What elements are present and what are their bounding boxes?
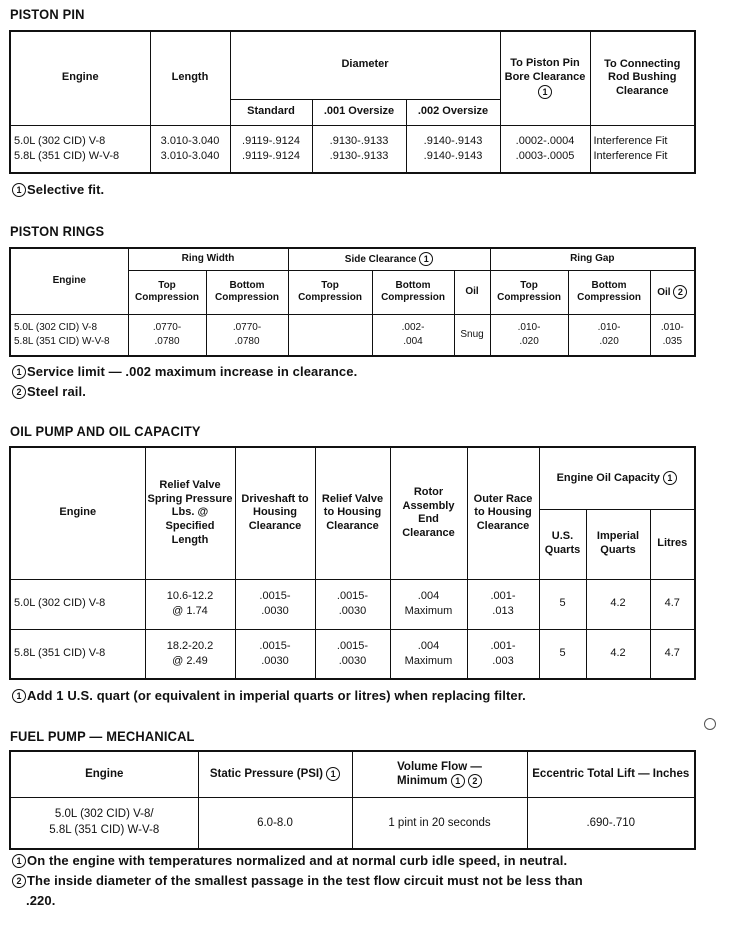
fp-header-lift: Eccentric Total Lift — Inches: [527, 751, 695, 797]
fp-header-flow: [352, 751, 527, 797]
pp-standard-2: .9119-.9124: [242, 149, 300, 162]
table-row: [10, 629, 695, 679]
pr-gap-oil-cell: [650, 314, 695, 356]
op-value-min: .0015-: [259, 590, 291, 603]
op-race-1: [467, 579, 539, 629]
pr-header-ring-gap: Ring Gap: [490, 248, 695, 270]
op-value-min: .001-: [490, 590, 516, 603]
op-value-min: .004: [417, 590, 440, 603]
note-number: 1: [12, 365, 26, 379]
op-spring-length: @ 2.49: [172, 654, 208, 667]
op-header-capacity: [539, 447, 695, 509]
pr-note-1: [12, 364, 357, 379]
pp-bore-clearance-label: To Piston Pin Bore Clearance: [504, 57, 586, 83]
pr-gap-oil-max: .035: [662, 335, 683, 347]
pp-rod-1: Interference Fit: [593, 134, 668, 147]
op-engine-2: 5.8L (351 CID) V-8: [10, 629, 145, 679]
note-ref-1: 1: [326, 767, 340, 781]
op-value-max: .0030: [261, 654, 289, 667]
op-spring-length: @ 1.74: [172, 605, 208, 617]
pp-engine-2: 5.8L (351 CID) W-V-8: [14, 149, 120, 162]
pr-header-side-bottom: Bottom Compression: [372, 270, 454, 314]
pr-width-bottom-cell: [206, 314, 288, 356]
pp-bore-1: .0002-.0004: [515, 134, 575, 147]
pp-engine-1: 5.0L (302 CID) V-8: [14, 134, 106, 147]
pp-o001-1: .9130-.9133: [329, 134, 389, 147]
pp-length-2: 3.010-3.040: [160, 149, 220, 162]
pp-header-bore-clearance: [500, 31, 590, 125]
op-value-min: .001-: [490, 639, 516, 652]
op-header-driveshaft: Driveshaft to Housing Clearance: [235, 447, 315, 579]
pr-header-ring-width: Ring Width: [128, 248, 288, 270]
op-note-1: [12, 688, 526, 703]
pr-width-top-cell: [128, 314, 206, 356]
op-value-min: .0015-: [336, 590, 369, 603]
note-ref-1: 1: [419, 252, 433, 266]
note-number: 2: [12, 385, 26, 399]
pp-length-1: 3.010-3.040: [160, 134, 220, 147]
pr-header-width-top: Top Compression: [128, 270, 206, 314]
pp-bore-2: .0003-.0005: [515, 149, 575, 162]
pr-gap-bottom-cell: [568, 314, 650, 356]
op-header-imp-quarts: Imperial Quarts: [586, 509, 650, 579]
pr-header-width-bottom: Bottom Compression: [206, 270, 288, 314]
pr-gap-top-cell: [490, 314, 568, 356]
note-number: 1: [12, 183, 26, 197]
piston-pin-table: [9, 30, 696, 174]
fuel-pump-title: FUEL PUMP — MECHANICAL: [10, 728, 195, 744]
op-litres-1: 4.7: [650, 579, 695, 629]
piston-rings-title: PISTON RINGS: [10, 223, 105, 239]
op-header-litres: Litres: [650, 509, 695, 579]
op-relief-2: [315, 629, 390, 679]
fp-note-2-cont: .220.: [26, 893, 56, 908]
pr-header-side-top: Top Compression: [288, 270, 372, 314]
pp-o002-1: .9140-.9143: [423, 134, 483, 147]
note-text: The inside diameter of the smallest passage in the test flow circuit must not be less than: [27, 873, 583, 888]
note-text: Steel rail.: [27, 384, 86, 399]
piston-pin-title: PISTON PIN: [10, 6, 85, 22]
pp-bore-cell: [500, 125, 590, 173]
pr-note-2: [12, 384, 86, 399]
note-ref-2: 2: [673, 285, 687, 299]
pr-header-gap-bottom: Bottom Compression: [568, 270, 650, 314]
pr-side-bottom-cell: [372, 314, 454, 356]
pr-side-bottom-max: .004: [403, 335, 423, 347]
fp-header-pressure: [198, 751, 352, 797]
op-spring-2: [145, 629, 235, 679]
pr-width-bottom-min: .0770-: [232, 322, 262, 334]
pp-header-diameter: Diameter: [230, 31, 500, 99]
op-value-max: .003: [492, 654, 514, 667]
note-text: On the engine with temperatures normalized and at normal curb idle speed, in neutral.: [27, 853, 568, 868]
op-value-max: .0030: [338, 654, 367, 667]
op-relief-1: [315, 579, 390, 629]
pr-gap-bottom-min: .010-: [597, 322, 621, 334]
op-value-max: Maximum: [404, 605, 453, 617]
op-value-max: .0030: [338, 605, 367, 617]
pr-gap-top-min: .010-: [517, 322, 541, 334]
op-driveshaft-1: [235, 579, 315, 629]
table-row: [10, 797, 695, 849]
op-litres-2: 4.7: [650, 629, 695, 679]
pr-engine-2: 5.8L (351 CID) W-V-8: [14, 335, 110, 347]
op-header-race: Outer Race to Housing Clearance: [467, 447, 539, 579]
pp-header-rod-clearance: To Connecting Rod Bushing Clearance: [590, 31, 695, 125]
fp-engine-2: 5.8L (351 CID) W-V-8: [49, 823, 160, 836]
fp-flow-minimum: Minimum: [397, 775, 448, 788]
pr-header-engine: Engine: [10, 248, 128, 314]
note-ref-2: 2: [468, 774, 482, 788]
note-text: Add 1 U.S. quart (or equivalent in imperial quarts or litres) when replacing filter.: [27, 688, 526, 703]
note-ref-1: 1: [663, 471, 677, 485]
pr-header-gap-oil: [650, 270, 695, 314]
pr-gap-oil-min: .010-: [660, 322, 684, 334]
pr-gap-top-max: .020: [519, 335, 539, 347]
table-row: [10, 579, 695, 629]
pr-side-top-cell: [288, 314, 372, 356]
pp-standard-1: .9119-.9124: [242, 134, 300, 147]
note-text: Selective fit.: [27, 182, 105, 197]
pp-engine-cell: [10, 125, 150, 173]
pr-engine-cell: [10, 314, 128, 356]
oil-pump-title: OIL PUMP AND OIL CAPACITY: [10, 423, 201, 439]
pp-standard-cell: [230, 125, 312, 173]
pr-width-top-min: .0770-: [152, 322, 182, 334]
fp-engine-cell: [10, 797, 198, 849]
pp-header-standard: Standard: [230, 99, 312, 125]
op-us-2: 5: [539, 629, 586, 679]
pp-header-oversize-002: .002 Oversize: [406, 99, 500, 125]
pr-width-top-max: .0780: [154, 335, 180, 347]
note-ref-1: 1: [451, 774, 465, 788]
op-engine-1: 5.0L (302 CID) V-8: [10, 579, 145, 629]
pr-gap-oil-label: Oil: [657, 286, 671, 298]
fp-note-1: [12, 853, 567, 868]
pr-side-oil-cell: Snug: [454, 314, 490, 356]
fp-flow-label-1: Volume Flow —: [397, 760, 482, 773]
pp-note-1: [12, 182, 104, 197]
fp-note-2: [12, 873, 583, 888]
pr-side-clearance-label: Side Clearance: [344, 254, 417, 265]
fuel-pump-table: [9, 750, 696, 850]
op-value-max: .013: [492, 605, 514, 617]
op-header-engine: Engine: [10, 447, 145, 579]
pp-header-oversize-001: .001 Oversize: [312, 99, 406, 125]
pr-header-gap-top: Top Compression: [490, 270, 568, 314]
op-driveshaft-2: [235, 629, 315, 679]
op-value-min: .004: [417, 639, 440, 652]
pp-o002-cell: [406, 125, 500, 173]
note-number: 2: [12, 874, 26, 888]
fp-pressure-cell: 6.0-8.0: [198, 797, 352, 849]
op-spring-range: 18.2-20.2: [166, 639, 214, 652]
op-header-us-quarts: U.S. Quarts: [539, 509, 586, 579]
pr-engine-1: 5.0L (302 CID) V-8: [14, 322, 98, 334]
pr-gap-bottom-max: .020: [599, 335, 619, 347]
op-us-1: 5: [539, 579, 586, 629]
op-rotor-1: [390, 579, 467, 629]
scan-mark: [704, 718, 716, 730]
pp-header-length: Length: [150, 31, 230, 125]
pr-side-bottom-min: .002-: [401, 322, 425, 334]
fp-engine-1: 5.0L (302 CID) V-8/: [54, 808, 154, 821]
note-ref-1: 1: [538, 85, 552, 99]
op-imp-1: 4.2: [586, 579, 650, 629]
note-number: 1: [12, 689, 26, 703]
fp-header-engine: Engine: [10, 751, 198, 797]
fp-lift-cell: .690-.710: [527, 797, 695, 849]
table-row: [10, 314, 695, 356]
fp-flow-label-2: [355, 774, 525, 788]
note-number: 1: [12, 854, 26, 868]
pp-rod-cell: [590, 125, 695, 173]
pr-header-side-oil: Oil: [454, 270, 490, 314]
pr-width-bottom-max: .0780: [234, 335, 260, 347]
op-header-rotor: Rotor Assembly End Clearance: [390, 447, 467, 579]
oil-pump-table: [9, 446, 696, 680]
piston-rings-table: [9, 247, 696, 357]
op-value-min: .0015-: [259, 639, 291, 652]
pp-rod-2: Interference Fit: [593, 149, 668, 162]
pp-length-cell: [150, 125, 230, 173]
op-value-min: .0015-: [336, 639, 369, 652]
pp-o001-cell: [312, 125, 406, 173]
op-capacity-label: Engine Oil Capacity: [556, 471, 660, 484]
op-rotor-2: [390, 629, 467, 679]
pp-header-engine: Engine: [10, 31, 150, 125]
op-header-spring: Relief Valve Spring Pressure Lbs. @ Specified Length: [145, 447, 235, 579]
pp-o001-2: .9130-.9133: [329, 149, 389, 162]
op-header-relief: Relief Valve to Housing Clearance: [315, 447, 390, 579]
op-value-max: .0030: [261, 605, 289, 617]
note-text: Service limit — .002 maximum increase in clearance.: [27, 364, 358, 379]
op-imp-2: 4.2: [586, 629, 650, 679]
fp-flow-cell: 1 pint in 20 seconds: [352, 797, 527, 849]
op-race-2: [467, 629, 539, 679]
table-row: [10, 125, 695, 173]
fp-pressure-label: Static Pressure (PSI): [209, 768, 323, 781]
pr-header-side-clearance: [288, 248, 490, 270]
pp-o002-2: .9140-.9143: [423, 149, 483, 162]
op-spring-range: 10.6-12.2: [166, 590, 214, 603]
op-value-max: Maximum: [404, 654, 453, 667]
op-spring-1: [145, 579, 235, 629]
